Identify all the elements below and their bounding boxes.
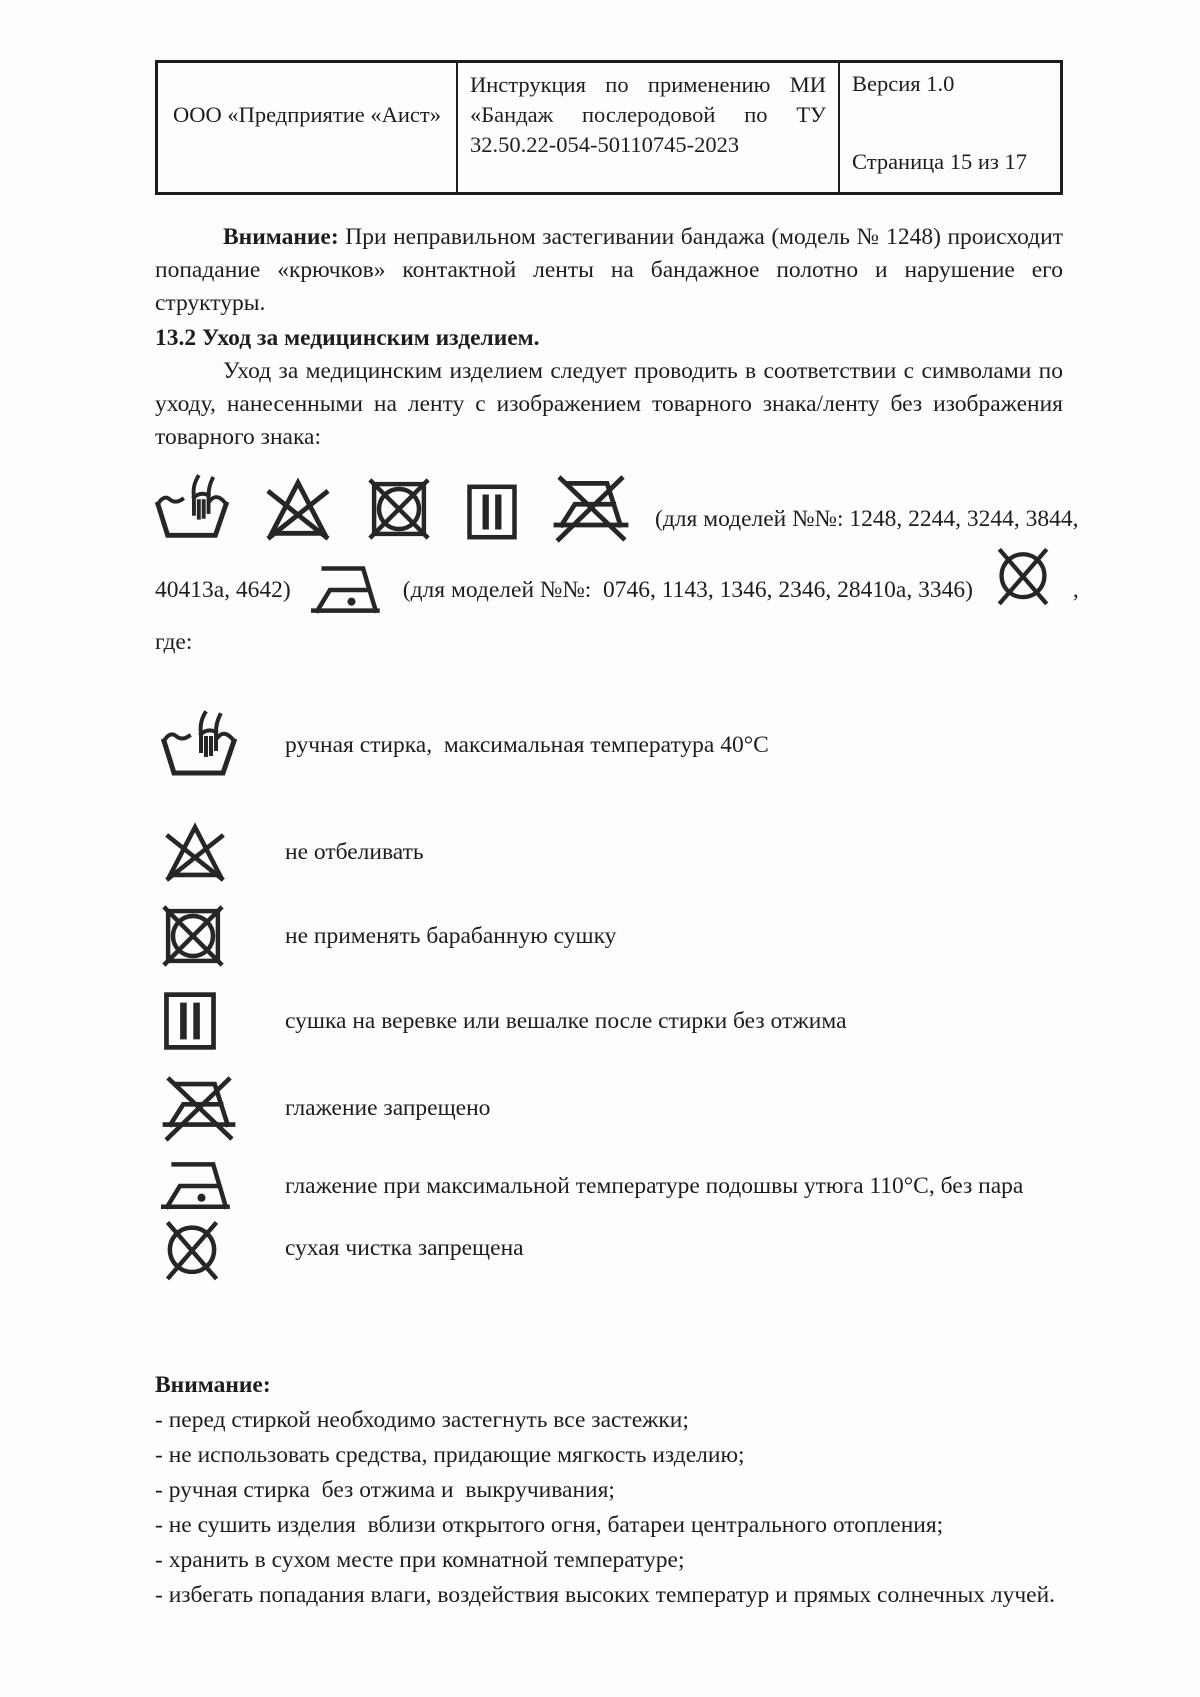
care-item-label: глажение запрещено — [285, 1094, 491, 1121]
do-not-dry-clean-icon — [161, 1215, 239, 1281]
do-not-bleach-icon — [161, 819, 239, 885]
hand-wash-icon — [161, 707, 239, 783]
attention-bullet: - хранить в сухом месте при комнатной температуре; — [155, 1547, 685, 1573]
models-prefix: 40413а, 4642) — [155, 576, 291, 603]
attention-bullet: - не сушить изделия вблизи открытого огня, батареи центрального отопления; — [155, 1512, 944, 1538]
iron-low-temp-icon — [311, 564, 383, 616]
doc-title: Инструкция по применению МИ «Бандаж послеродовой по ТУ 32.50.22-054-50110745-2023 — [470, 72, 826, 157]
section-heading: 13.2 Уход за медицинским изделием. — [155, 325, 540, 351]
do-not-tumble-dry-icon — [161, 903, 239, 969]
attention-top-paragraph — [155, 221, 1063, 320]
attention-bullet: - перед стиркой необходимо застегнуть все застежки; — [155, 1407, 689, 1433]
care-item-label: сушка на веревке или вешалке после стирки без отжима — [285, 1007, 847, 1034]
do-not-bleach-icon — [263, 474, 333, 544]
care-item-label: сухая чистка запрещена — [285, 1234, 524, 1261]
iron-low-temp-icon — [161, 1159, 239, 1213]
attention-bullet: - избегать попадания влаги, воздействия высоких температур и прямых солнечных лучей. — [155, 1582, 1056, 1608]
version-label: Версия 1.0 — [852, 71, 955, 96]
care-item-no-tumble-dry — [155, 903, 1063, 969]
do-not-iron-icon — [161, 1073, 239, 1143]
care-item-line-dry — [155, 989, 1063, 1053]
care-item-label: не применять барабанную сушку — [285, 922, 617, 949]
line-dry-icon — [161, 989, 239, 1053]
doc-title-cell — [456, 63, 838, 192]
care-item-label: ручная стирка, максимальная температура 40°С — [285, 731, 769, 758]
hand-wash-icon — [155, 472, 229, 544]
attention-top-text: При неправильном застегивании бандажа (модель № 1248) происходит попадание «крючков» контактной ленты на бандажное полотно и нарушение его структуры. — [155, 224, 1063, 316]
company-cell — [158, 63, 456, 192]
version-cell — [838, 63, 1060, 192]
care-symbols-row-2 — [155, 558, 1079, 622]
care-item-hand-wash — [155, 707, 1063, 783]
line-dry-icon — [465, 480, 519, 544]
care-item-iron-low-temp — [155, 1159, 1063, 1213]
company-name: ООО «Предприятие «Аист» — [172, 102, 442, 127]
care-item-no-bleach — [155, 819, 1063, 885]
care-symbols-row-1 — [155, 472, 1079, 544]
care-intro-paragraph: Уход за медицинским изделием следует проводить в соответствии с символами по уходу, нанесенными на ленту с изображением товарного знака/ленту без изображения товарного знака: — [155, 358, 1063, 450]
models-note-2: (для моделей №№: 0746, 1143, 1346, 2346, 28410а, 3346) — [402, 576, 973, 603]
do-not-tumble-dry-icon — [367, 474, 431, 544]
where-label: где: — [155, 629, 193, 655]
attention-top-label: Внимание: — [223, 224, 339, 250]
header-table — [155, 60, 1063, 195]
page-number-label: Страница 15 из 17 — [852, 149, 1027, 174]
do-not-dry-clean-icon — [993, 542, 1053, 606]
attention-bullet: - ручная стирка без отжима и выкручивания; — [155, 1477, 615, 1503]
attention-bottom-block — [155, 1369, 1063, 1612]
care-item-no-iron — [155, 1073, 1063, 1143]
care-item-label: глажение при максимальной температуре подошвы утюга 110°С, без пара — [285, 1172, 1024, 1199]
care-legend-list — [155, 707, 1063, 1281]
models-note-1: (для моделей №№: 1248, 2244, 3244, 3844, — [655, 506, 1079, 532]
row2-suffix: , — [1072, 576, 1079, 603]
do-not-iron-icon — [553, 472, 629, 544]
attention-bottom-heading: Внимание: — [155, 1372, 271, 1398]
care-item-label: не отбеливать — [285, 838, 424, 865]
care-item-no-dry-clean — [155, 1215, 1063, 1281]
attention-bullet: - не использовать средства, придающие мягкость изделию; — [155, 1442, 745, 1468]
